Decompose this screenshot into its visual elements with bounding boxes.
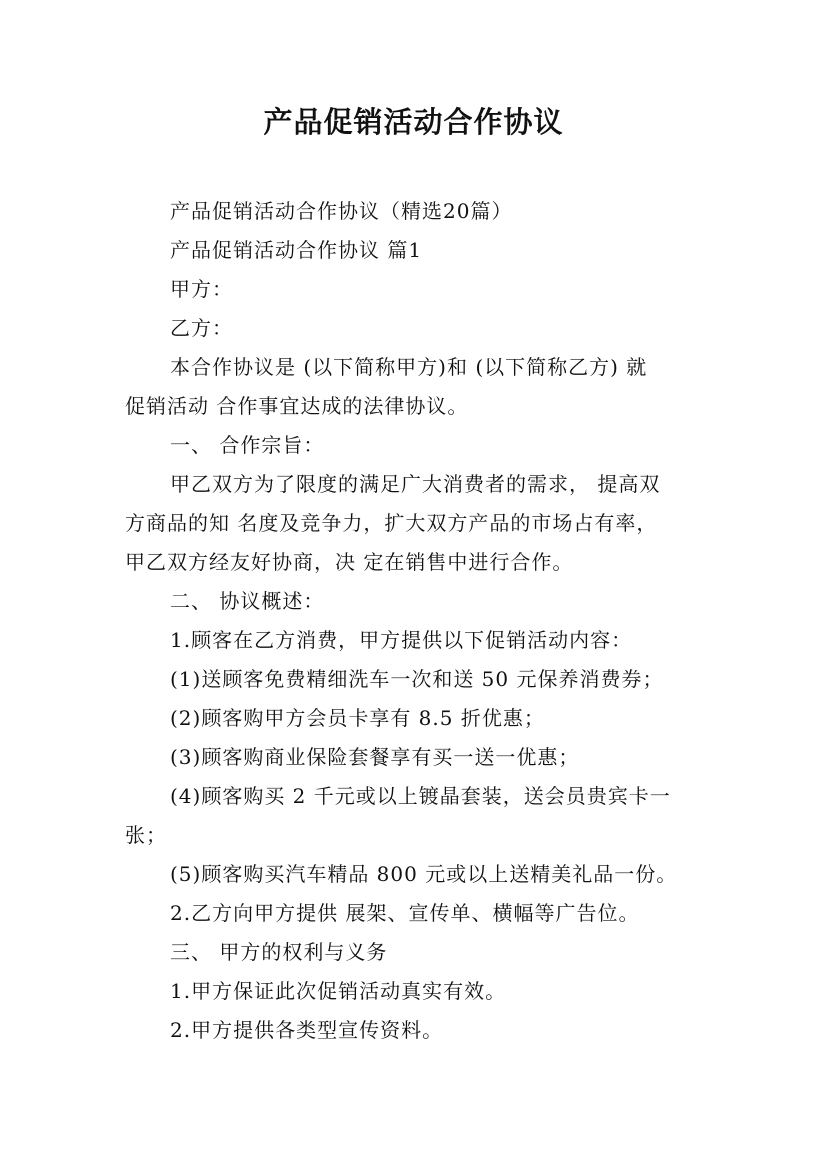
list-item: (2)顾客购甲方会员卡享有 8.5 折优惠； <box>170 706 545 730</box>
paragraph-line: 2.乙方向甲方提供 展架、宣传单、横幅等广告位。 <box>170 901 640 925</box>
document-body <box>125 192 710 1050</box>
paragraph-line: 方商品的知 名度及竞争力，扩大双方产品的市场占有率， <box>125 511 658 535</box>
paragraph-line: 1.顾客在乙方消费，甲方提供以下促销活动内容： <box>170 628 633 652</box>
section-heading: 一、 合作宗旨： <box>170 433 325 457</box>
paragraph-line: 甲乙双方为了限度的满足广大消费者的需求， 提高双 <box>170 472 661 496</box>
paragraph-line: 甲乙双方经友好协商，决 定在销售中进行合作。 <box>125 550 574 574</box>
section-heading: 二、 协议概述： <box>170 589 325 613</box>
list-item: (3)顾客购商业保险套餐享有买一送一优惠； <box>170 745 580 769</box>
section-heading: 三、 甲方的权利与义务 <box>170 940 388 964</box>
paragraph-line: 产品促销活动合作协议（精选20篇） <box>170 199 513 223</box>
list-item: (4)顾客购买 2 千元或以上镀晶套装，送会员贵宾卡一 <box>170 784 671 808</box>
paragraph-line: 乙方： <box>170 316 233 340</box>
paragraph-line: 促销活动 合作事宜达成的法律协议。 <box>125 394 469 418</box>
paragraph-line: 本合作协议是 (以下简称甲方)和 (以下简称乙方) 就 <box>170 355 648 379</box>
list-item: (5)顾客购买汽车精品 800 元或以上送精美礼品一份。 <box>170 862 678 886</box>
document-title: 产品促销活动合作协议 <box>263 105 564 139</box>
paragraph-line: 甲方： <box>170 277 233 301</box>
paragraph-line: 1.甲方保证此次促销活动真实有效。 <box>170 979 507 1003</box>
paragraph-line: 2.甲方提供各类型宣传资料。 <box>170 1018 444 1042</box>
paragraph-line: 产品促销活动合作协议 篇1 <box>170 238 423 262</box>
list-item: 张； <box>125 823 167 847</box>
list-item: (1)送顾客免费精细洗车一次和送 50 元保养消费券； <box>170 667 664 691</box>
